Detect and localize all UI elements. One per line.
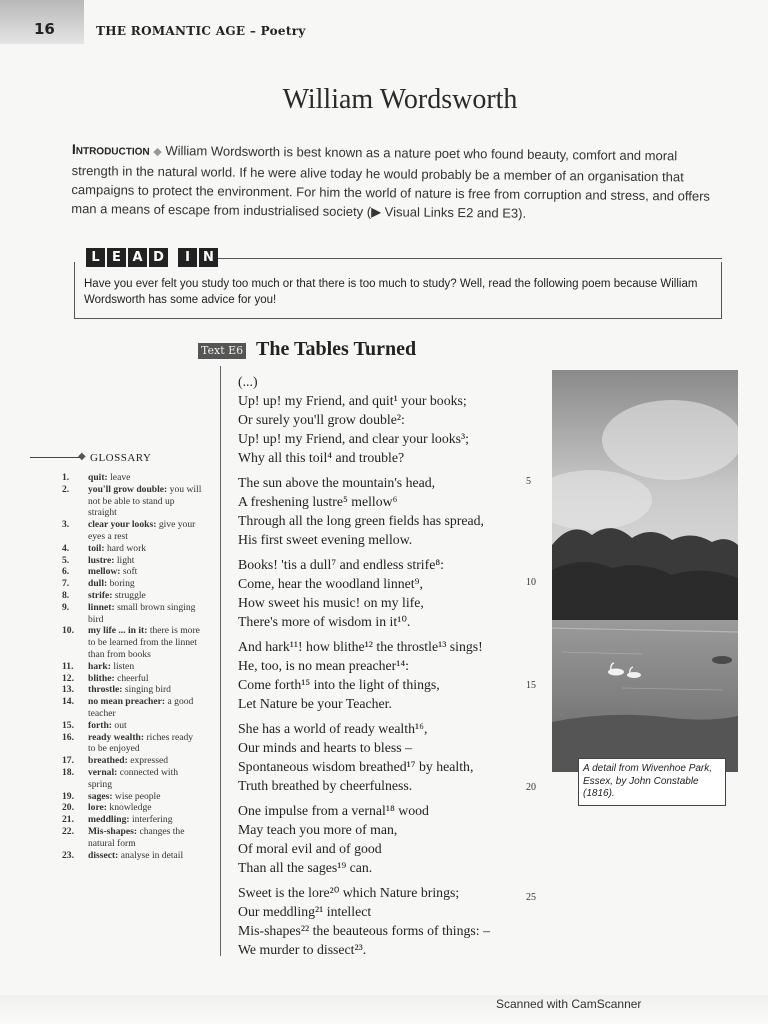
glossary-term: clear your looks: [88,519,157,531]
poem-line: Through all the long green fields has spread, [238,513,484,528]
poem-line: How sweet his music! on my life, [238,595,424,610]
glossary-number: 13. [62,684,74,696]
column-divider [220,366,221,956]
lead-in-text: Have you ever felt you study too much or that there is too much to study? Well, read the following poem because William Wordsworth has some advice for you! [84,278,698,306]
line-number: 15 [526,680,536,691]
glossary-number: 21. [62,814,74,826]
lead-in-letter: N [199,248,218,267]
glossary-item [62,720,202,732]
lead-in-letter: L [86,248,105,267]
glossary-definition: interfering [132,814,173,826]
page-title: William Wordsworth [282,84,518,115]
glossary-item [62,684,202,696]
poem-line: Than all the sages¹⁹ can. [238,860,373,875]
glossary-item [62,578,202,590]
poem-line: Our minds and hearts to bless – [238,740,412,755]
poem-line: He, too, is no mean preacher¹⁴: [238,658,409,673]
poem-stanza [238,637,528,713]
glossary-item [62,661,202,673]
glossary-number: 4. [62,542,70,554]
line-number: 25 [526,892,536,903]
glossary-list [62,472,202,861]
glossary-term: dissect: [88,849,119,861]
poem-line: Let Nature be your Teacher. [238,696,392,711]
page-number: 16 [34,20,55,38]
lead-in-letter: I [178,248,197,267]
glossary-item [62,802,202,814]
image-caption: A detail from Wivenhoe Park, Essex, by John Constable (1816). [578,758,726,806]
glossary-item [62,755,202,767]
glossary-term: dull: [88,578,108,590]
lead-in-rule [200,258,722,259]
poem-line: (...) [238,374,258,389]
glossary-number: 11. [62,660,74,672]
glossary-title: GLOSSARY [90,452,152,464]
glossary-item [62,791,202,803]
poem-stanza [238,883,528,959]
glossary-definition: wise people [114,790,161,802]
glossary-term: Mis-shapes: [88,825,138,837]
glossary-number: 20. [62,802,74,814]
glossary-item [62,543,202,555]
glossary-number: 19. [62,790,74,802]
poem-line: We murder to dissect²³. [238,942,367,957]
glossary-item [62,484,202,519]
glossary-term: you'll grow double: [88,483,168,495]
glossary-arrow-line [30,457,82,458]
glossary-definition: small brown singing bird [88,601,196,625]
glossary-term: no mean preacher: [88,696,166,708]
glossary-item [62,696,202,720]
glossary-number: 10. [62,625,74,637]
glossary-definition: changes the natural form [88,825,185,849]
poem-line: Our meddling²¹ intellect [238,904,372,919]
glossary-item [62,625,202,660]
glossary-number: 8. [62,589,70,601]
glossary-term: toil: [88,542,105,554]
poem-line: Of moral evil and of good [238,841,382,856]
glossary-definition: cheerful [117,672,149,684]
glossary-number: 15. [62,719,74,731]
glossary-number: 16. [62,731,74,743]
glossary-term: blithe: [88,672,115,684]
glossary-item [62,566,202,578]
poem-stanza [238,801,528,877]
poem-line: She has a world of ready wealth¹⁶, [238,721,428,736]
glossary-definition: riches ready to be enjoyed [88,731,194,755]
glossary-number: 1. [62,472,70,483]
poem-line: Up! up! my Friend, and clear your looks³; [238,431,469,446]
glossary-term: ready wealth: [88,731,145,743]
poem-line: Books! 'tis a dull⁷ and endless strife⁸: [238,557,445,572]
line-number: 10 [526,577,536,588]
glossary-number: 7. [62,578,70,590]
poem-line: Up! up! my Friend, and quit¹ your books; [238,393,467,408]
glossary-term: throstle: [88,684,123,696]
poem-line: Spontaneous wisdom breathed¹⁷ by health, [238,759,474,774]
glossary-term: linnet: [88,601,115,613]
poem-line: Or surely you'll grow double²: [238,412,405,427]
glossary-item [62,732,202,756]
glossary-definition: leave [110,472,131,483]
glossary-item [62,519,202,543]
glossary-number: 12. [62,672,74,684]
glossary-number: 9. [62,601,70,613]
lead-in-letter: D [149,248,168,267]
poem-text [238,372,528,965]
glossary-number: 5. [62,554,70,566]
glossary-term: quit: [88,472,108,483]
glossary-item [62,673,202,685]
poem-stanza [238,719,528,795]
scanner-watermark: Scanned with CamScanner [496,997,642,1011]
glossary-term: lustre: [88,554,115,566]
glossary-definition: you will not be able to stand up straight [88,483,202,519]
glossary-term: meddling: [88,814,130,826]
glossary-definition: singing bird [124,684,171,696]
poem-line: There's more of wisdom in it¹⁰. [238,614,411,629]
text-badge: Text E6 [198,343,246,359]
poem-line: Truth breathed by cheerfulness. [238,778,413,793]
glossary-term: forth: [88,719,112,731]
glossary-definition: hard work [106,542,147,554]
poem-stanza [238,555,528,631]
poem-line: And hark¹¹! how blithe¹² the throstle¹³ sings! [238,639,483,654]
glossary-item [62,814,202,826]
glossary-number: 6. [62,566,70,578]
glossary-definition: a good teacher [88,696,194,719]
glossary-definition: give your eyes a rest [88,519,196,542]
glossary-number: 3. [62,519,70,531]
poem-line: His first sweet evening mellow. [238,532,413,547]
glossary-item [62,602,202,626]
glossary-definition: knowledge [109,802,152,814]
poem-line: Sweet is the lore²⁰ which Nature brings; [238,885,460,900]
poem-line: A freshening lustre⁵ mellow⁶ [238,494,398,509]
glossary-definition: out [114,719,127,731]
glossary-number: 17. [62,755,74,767]
glossary-number: 18. [62,766,74,778]
glossary-definition: connected with spring [88,766,179,790]
introduction-text: William Wordsworth is best known as a nature poet who found beauty, comfort and moral strength in the natural world. If he were alive today he would probably be a member of an organisation that campaigns to protect the environment. For him the world of nature is free from corruption and stress, and offers man a means of escape from industrialised society (▶ Visual Links E2 and E3). [71,142,711,221]
glossary-item [62,826,202,850]
poem-line: Mis-shapes²² the beauteous forms of things: – [238,923,490,938]
diamond-icon: ◆ [78,451,86,462]
poem-line: One impulse from a vernal¹⁸ wood [238,803,429,818]
diamond-icon: ◆ [153,145,162,158]
glossary-number: 14. [62,696,74,708]
glossary-item [62,767,202,791]
line-number: 5 [526,476,531,487]
glossary-term: vernal: [88,766,118,778]
poem-title: The Tables Turned [256,338,417,360]
running-head: THE ROMANTIC AGE – Poetry [96,24,306,38]
line-number: 20 [526,782,536,793]
glossary-item [62,590,202,602]
glossary-item [62,850,202,862]
glossary-term: lore: [88,802,108,814]
introduction-label: Introduction [71,140,150,158]
poem-line: Come forth¹⁵ into the light of things, [238,677,440,692]
glossary-definition: light [116,554,135,566]
glossary-definition: analyse in detail [120,849,184,861]
lead-in-letter: A [128,248,147,267]
poem-line: May teach you more of man, [238,822,398,837]
glossary-definition: expressed [130,755,169,767]
poem-stanza [238,473,528,549]
lead-in-tag [86,248,218,267]
lead-in-letter: E [107,248,126,267]
glossary-term: my life ... in it: [88,625,148,637]
poem-line: Why all this toil⁴ and trouble? [238,450,405,465]
glossary-definition: boring [109,578,135,590]
glossary-number: 23. [62,849,74,861]
landscape-painting-image [552,370,738,772]
glossary-definition: struggle [114,589,146,601]
glossary-number: 2. [62,483,70,495]
glossary-term: sages: [88,790,113,802]
glossary-item [62,555,202,567]
lead-in-gap [170,248,176,267]
scan-bottom-margin [0,995,768,1024]
glossary-term: mellow: [88,566,121,578]
glossary-term: breathed: [88,755,128,767]
glossary-definition: there is more to be learned from the linnet than from books [88,625,200,660]
glossary-definition: soft [122,566,138,578]
glossary-term: hark: [88,660,111,672]
introduction [71,140,724,225]
glossary-term: strife: [88,589,113,601]
glossary-definition: listen [113,660,135,672]
glossary-number: 22. [62,825,74,837]
glossary-item [62,472,202,484]
poem-line: Come, hear the woodland linnet⁹, [238,576,423,591]
poem-line: The sun above the mountain's head, [238,475,436,490]
poem-stanza [238,372,528,467]
